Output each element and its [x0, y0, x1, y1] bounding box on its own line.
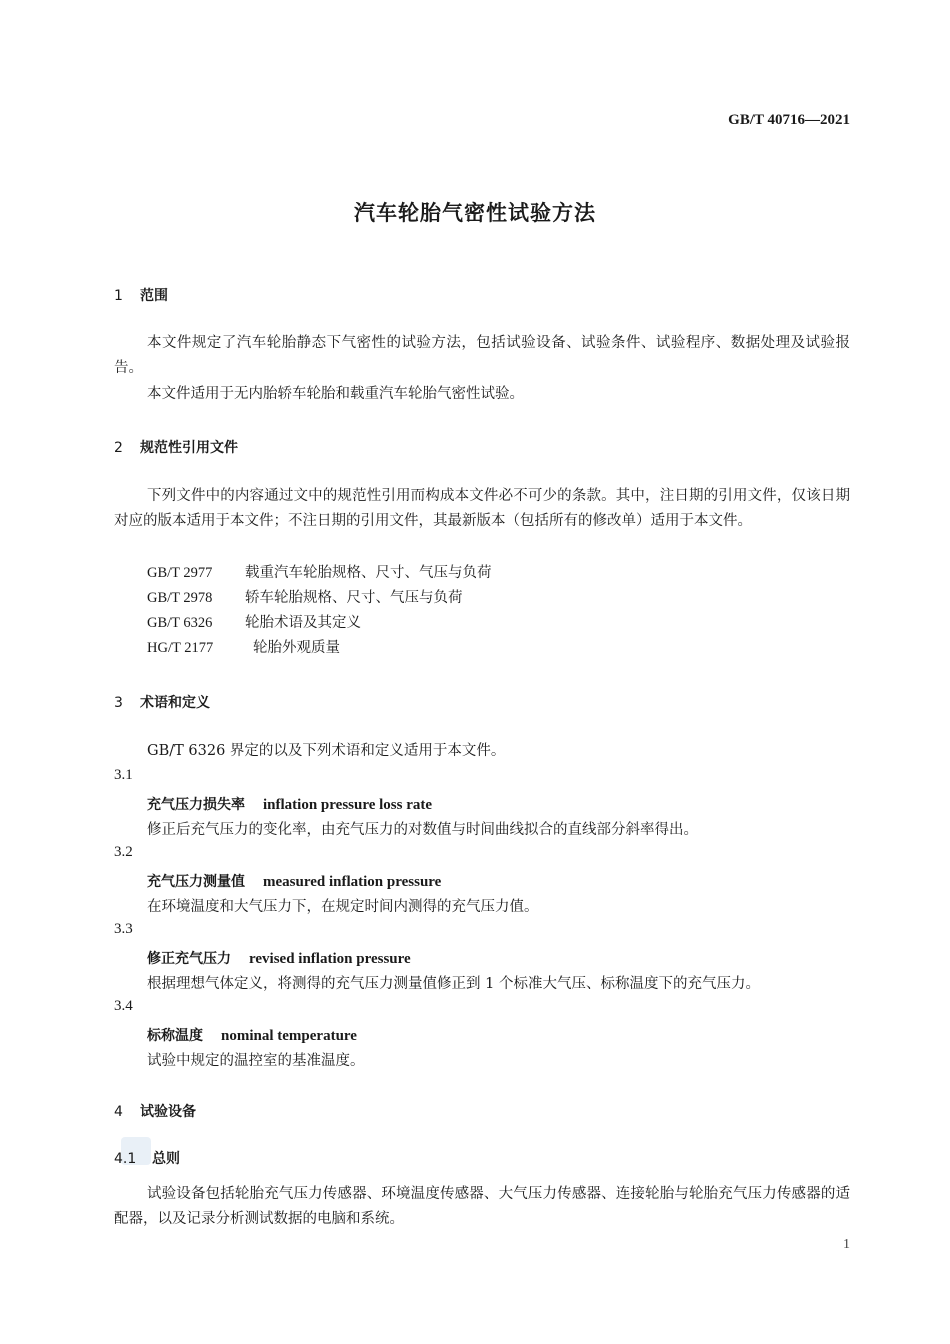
subsection-number: 4.1 — [114, 1151, 137, 1167]
section-4-heading — [114, 1101, 196, 1121]
document-title: 汽车轮胎气密性试验方法 — [354, 201, 596, 225]
section-title: 术语和定义 — [140, 695, 210, 711]
section-number: 1 — [114, 288, 123, 304]
term-english: measured inflation pressure — [263, 874, 442, 890]
reference-item — [147, 611, 361, 636]
term-chinese: 修正充气压力 — [147, 951, 231, 967]
term-definition: 试验中规定的温控室的基准温度。 — [147, 1053, 365, 1069]
term-number: 3.1 — [114, 767, 133, 783]
subsection-4-1-heading — [114, 1148, 180, 1168]
term-english: inflation pressure loss rate — [263, 797, 433, 813]
reference-item — [147, 586, 463, 611]
section-2-paragraph-1: 下列文件中的内容通过文中的规范性引用而构成本文件必不可少的条款。其中，注日期的引用文件，仅该日期对应的版本适用于本文件；不注日期的引用文件，其最新版本（包括所有的修改单）适用于本文件。 — [114, 488, 850, 529]
reference-title: 载重汽车轮胎规格、尺寸、气压与负荷 — [245, 565, 492, 581]
section-1-heading — [114, 285, 168, 305]
term-heading — [147, 1025, 357, 1045]
term-definition: 修正后充气压力的变化率，由充气压力的对数值与时间曲线拟合的直线部分斜率得出。 — [147, 822, 698, 838]
section-number: 3 — [114, 695, 123, 711]
section-1-paragraph-2: 本文件适用于无内胎轿车轮胎和载重汽车轮胎气密性试验。 — [147, 386, 524, 402]
reference-code: GB/T 2977 — [147, 565, 213, 581]
reference-code: HG/T 2177 — [147, 640, 214, 656]
term-number: 3.4 — [114, 998, 133, 1014]
reference-code: GB/T 6326 — [147, 615, 213, 631]
reference-code: GB/T 2978 — [147, 590, 213, 606]
term-definition: 根据理想气体定义，将测得的充气压力测量值修正到 1 个标准大气压、标称温度下的充气压力。 — [147, 976, 760, 992]
reference-title: 轮胎术语及其定义 — [245, 615, 361, 631]
term-chinese: 充气压力测量值 — [147, 874, 245, 890]
term-heading — [147, 794, 432, 814]
term-number: 3.3 — [114, 921, 133, 937]
term-number: 3.2 — [114, 844, 133, 860]
section-3-paragraph-1: GB/T 6326 界定的以及下列术语和定义适用于本文件。 — [147, 743, 506, 759]
section-2-heading — [114, 437, 238, 457]
section-title: 范围 — [140, 288, 168, 304]
section-title: 规范性引用文件 — [140, 440, 238, 456]
reference-title: 轮胎外观质量 — [253, 640, 340, 656]
section-3-heading — [114, 692, 210, 712]
reference-item — [147, 636, 340, 661]
section-number: 2 — [114, 440, 123, 456]
standard-number: GB/T 40716—2021 — [728, 112, 850, 128]
reference-title: 轿车轮胎规格、尺寸、气压与负荷 — [245, 590, 463, 606]
term-definition: 在环境温度和大气压力下，在规定时间内测得的充气压力值。 — [147, 899, 539, 915]
subsection-4-1-paragraph-1: 试验设备包括轮胎充气压力传感器、环境温度传感器、大气压力传感器、连接轮胎与轮胎充气压力传感器的适配器，以及记录分析测试数据的电脑和系统。 — [114, 1186, 850, 1227]
subsection-title: 总则 — [152, 1151, 180, 1167]
page-number: 1 — [843, 1237, 850, 1252]
section-1-paragraph-1: 本文件规定了汽车轮胎静态下气密性的试验方法，包括试验设备、试验条件、试验程序、数据处理及试验报告。 — [114, 335, 850, 376]
section-title: 试验设备 — [140, 1104, 196, 1120]
term-english: nominal temperature — [221, 1028, 357, 1044]
term-chinese: 标称温度 — [147, 1028, 203, 1044]
term-english: revised inflation pressure — [249, 951, 411, 967]
term-heading — [147, 948, 411, 968]
term-chinese: 充气压力损失率 — [147, 797, 245, 813]
section-number: 4 — [114, 1104, 123, 1120]
reference-item — [147, 561, 492, 586]
term-heading — [147, 871, 441, 891]
